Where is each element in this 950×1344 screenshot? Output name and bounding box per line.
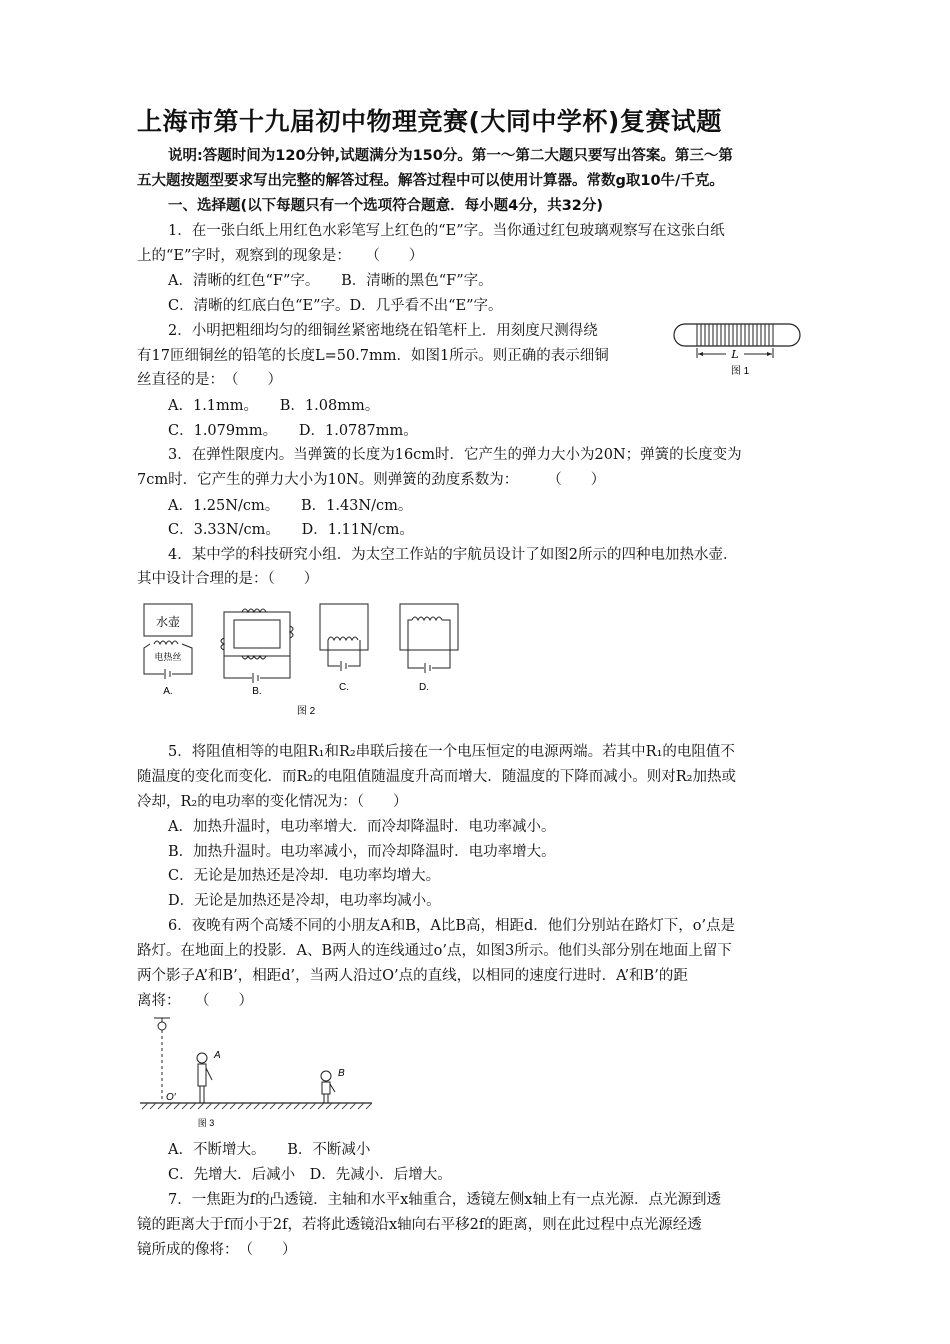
heater-label: 电热丝 — [154, 652, 182, 662]
q2-stem-1: 2．小明把粗细均匀的细铜丝紧密地绕在铅笔杆上．用刻度尺测得绕 — [168, 323, 598, 339]
label-b: B — [338, 1068, 345, 1079]
option-a-label: A. — [163, 686, 173, 697]
q1-stem-1: 1．在一张白纸上用红色水彩笔写上红色的“E”字。当你通过红包玻璃观察写在这张白纸 — [168, 223, 725, 239]
q5-option-c: C．无论是加热还是冷却．电功率均增大。 — [168, 868, 441, 884]
figure-2-kettles — [136, 598, 476, 722]
kettle-option-c — [320, 604, 368, 693]
section-heading: 一、选择题(以下每题只有一个选项符合题意．每小题4分，共32分) — [168, 198, 604, 214]
q6-option-cd: C．先增大．后减小 D．先减小．后增大。 — [168, 1167, 452, 1183]
label-a: A — [214, 1050, 221, 1061]
lamp-icon — [158, 1022, 166, 1030]
q5-stem-1: 5．将阻值相等的电阻R₁和R₂串联后接在一个电压恒定的电源两端。若其中R₁的电阻值不 — [168, 744, 735, 760]
figure-3-caption: 图 3 — [197, 1118, 215, 1128]
figure-1-caption: 图 1 — [730, 366, 750, 377]
figure-1-pencil-coil — [670, 318, 810, 380]
q6-stem-1: 6．夜晚有两个高矮不同的小朋友A和B，A比B高，相距d．他们分别站在路灯下，o’点是 — [168, 918, 736, 934]
q6-option-ab: A．不断增大。 B．不断减小 — [168, 1142, 371, 1158]
q1-stem-2: 上的“E”字时，观察到的现象是： （ ） — [137, 248, 424, 264]
figure-1-length-label: L — [731, 348, 739, 361]
option-d-label: D. — [419, 682, 429, 693]
label-o-prime: O′ — [166, 1092, 176, 1103]
q7-stem-3: 镜所成的像将： （ ） — [137, 1242, 297, 1258]
option-b-label: B. — [252, 686, 262, 697]
q5-option-d: D．无论是加热还是冷却，电功率均减小。 — [168, 893, 441, 909]
q7-stem-1: 7．一焦距为f的凸透镜．主轴和水平x轴重合，透镜左侧x轴上有一点光源．点光源到透 — [168, 1192, 721, 1208]
q4-stem-1: 4．某中学的科技研究小组．为太空工作站的宇航员设计了如图2所示的四种电加热水壶． — [168, 547, 738, 563]
person-b — [321, 1068, 345, 1103]
q6-stem-2: 路灯。在地面上的投影．A、B两人的连线通过o’点，如图3所示。他们头部分别在地面上留下 — [137, 943, 732, 959]
instructions-line-1: 说明:答题时间为120分钟,试题满分为150分。第一～第二大题只要写出答案。第三～第 — [168, 148, 733, 164]
q1-option-cd: C．清晰的红底白色“E”字。D．几乎看不出“E”字。 — [168, 298, 503, 314]
q5-stem-2: 随温度的变化而变化．而R₂的电阻值随温度升高而增大．随温度的下降而减小。则对R₂加热或 — [137, 769, 736, 785]
q5-stem-3: 冷却，R₂的电功率的变化情况为：（ ） — [137, 794, 408, 810]
q2-option-cd: C．1.079mm。 D．1.0787mm。 — [168, 423, 418, 439]
q6-stem-4: 离将： （ ） — [137, 993, 253, 1009]
q6-stem-3: 两个影子A’和B’，相距d’，当两人沿过O’点的直线，以相同的速度行进时．A’和B’的距 — [137, 968, 688, 984]
instructions-line-2: 五大题按题型要求写出完整的解答过程。解答过程中可以使用计算器。常数g取10牛/千克。 — [137, 173, 724, 189]
q3-option-ab: A．1.25N/cm。 B．1.43N/cm。 — [168, 498, 413, 514]
q4-stem-2: 其中设计合理的是：（ ） — [137, 571, 319, 587]
q2-stem-3: 丝直径的是： （ ） — [137, 372, 282, 388]
kettle-option-d — [400, 604, 458, 693]
kettle-option-b — [221, 609, 293, 697]
kettle-label: 水壶 — [155, 615, 181, 629]
q3-stem-1: 3．在弹性限度内。当弹簧的长度为16cm时．它产生的弹力大小为20N；弹簧的长度变为 — [168, 447, 742, 463]
q2-stem-2: 有17匝细铜丝的铅笔的长度L=50.7mm．如图1所示。则正确的表示细铜 — [137, 348, 609, 364]
figure-2-caption: 图 2 — [296, 706, 316, 717]
figure-3-street-lamp — [136, 1014, 376, 1134]
q5-option-a: A．加热升温时，电功率增大．而冷却降温时．电功率减小。 — [168, 819, 556, 835]
q5-option-b: B．加热升温时。电功率减小，而冷却降温时．电功率增大。 — [168, 844, 556, 860]
person-a — [197, 1050, 221, 1103]
kettle-option-a — [144, 604, 192, 697]
q3-option-cd: C．3.33N/cm。 D．1.11N/cm。 — [168, 522, 414, 538]
q2-option-ab: A．1.1mm。 B．1.08mm。 — [168, 398, 380, 414]
page-title: 上海市第十九届初中物理竞赛(大同中学杯)复赛试题 — [137, 107, 722, 136]
q7-stem-2: 镜的距离大于f而小于2f，若将此透镜沿x轴向右平移2f的距离，则在此过程中点光源经透 — [137, 1217, 702, 1233]
q1-option-ab: A．清晰的红色“F”字。 B．清晰的黑色“F”字。 — [168, 273, 493, 289]
q3-stem-2: 7cm时．它产生的弹力大小为10N。则弹簧的劲度系数为： （ ） — [137, 472, 606, 488]
option-c-label: C. — [339, 682, 349, 693]
